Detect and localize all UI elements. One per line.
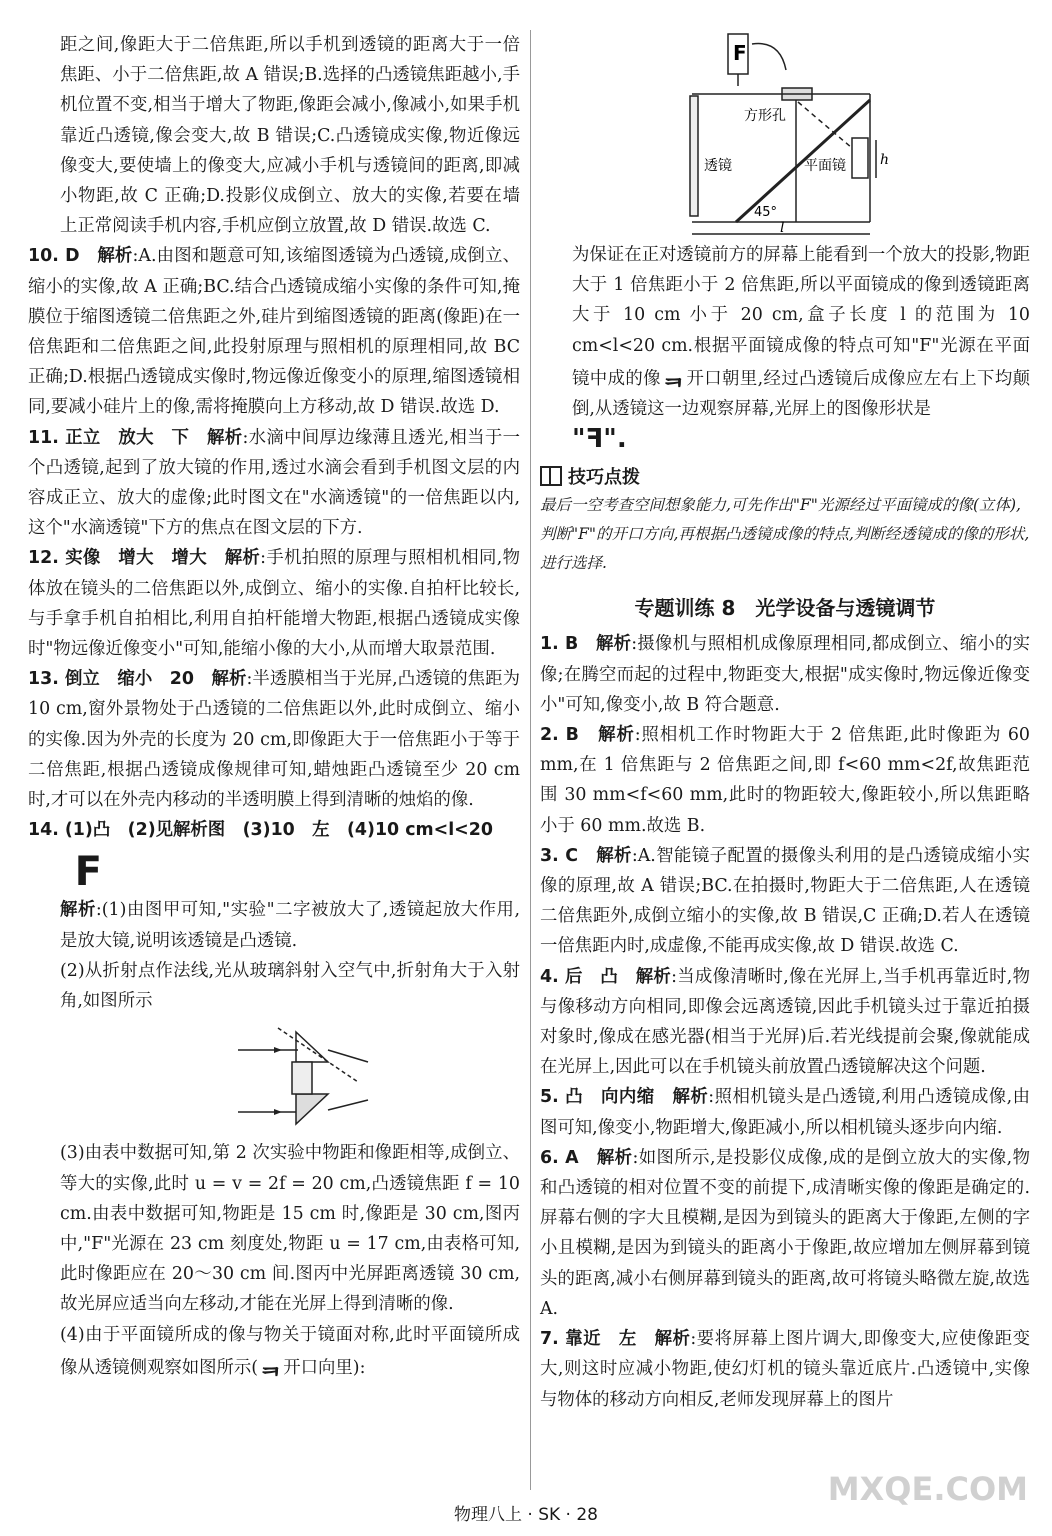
answer-11-text: :水滴中间厚边缘薄且透光,相当于一个凸透镜,起到了放大镜的作用,透过水滴会看到手机图文层的内容成正立、放大的虚像;此时图文在"水滴透镜"的一倍焦距以内,这个"水滴透镜"下方的焦点在图文层的下方. [28, 427, 520, 539]
answer-3 [540, 841, 1030, 962]
refracted-ray-top [328, 1050, 368, 1062]
answer-11-number: 11. 正立 放大 下 [28, 427, 190, 448]
answer-7-number: 7. 靠近 左 [540, 1329, 637, 1350]
analysis-label: 解析 [672, 1087, 709, 1108]
answer-5-text: :照相机镜头是凸透镜,利用凸透镜成像,由图可知,像变小,物距增大,像距减小,所以相机镜头逐步向内缩. [540, 1087, 1030, 1138]
answer-13-text: :半透膜相当于光屏,凸透镜的焦距为 10 cm,窗外景物处于凸透镜的二倍焦距以外,此时成倒立、缩小的实像.因为外壳的长度为 20 cm,即像距大于一倍焦距小于等于二倍焦距,根据凸透镜成像规律可知,蜡烛距凸透镜至少 20 cm 时,才可以在外壳内移动的半透明膜上得到清晰的烛焰的像. [28, 669, 520, 811]
analysis-label: 解析 [97, 246, 133, 267]
lens-label: 透镜 [704, 158, 732, 174]
answer-1 [540, 629, 1030, 720]
answer-12-text: :手机拍照的原理与照相机相同,物体放在镜头的二倍焦距以外,成倒立、缩小的实像.自拍杆比较长,与手拿手机自拍相比,利用自拍杆能增大物距,根据凸透镜成实像时"物远像近像变小"可知,能缩小像的大小,从而增大取景范围. [28, 548, 520, 660]
angle-label: 45° [754, 205, 778, 220]
tip-title: 技巧点拨 [568, 467, 640, 489]
refracted-ray-bottom [328, 1100, 368, 1110]
paragraph-q14-4-continued: 为保证在正对透镜前方的屏幕上能看到一个放大的投影,物距大于 1 倍焦距小于 2 倍焦距,所以平面镜成的像到透镜距离大于 10 cm 小于 20 cm,盒子长度 l 的范围为 10 cm<l<20 cm.根据平面镜成像的特点可知"F"光源在平面镜中成的像ᆿ开口朝里,经过凸透镜后成像应左右上下均颠倒,从透镜这一边观察屏幕,光屏上的图像形状是 "ꟻ". [572, 245, 1030, 455]
answer-10-number: 10. D [28, 246, 80, 267]
square-hole-label: 方形孔 [744, 108, 786, 124]
answer-2-text: :照相机工作时物距大于 2 倍焦距,此时像距为 60 mm,在 1 倍焦距与 2 倍焦距之间,即 f<60 mm<2f,故焦距范围 30 mm<f<60 mm,此时的物距较大,像距较小,所以焦距略小于 60 mm.故选 B. [540, 725, 1030, 836]
answer-4-number: 4. 后 凸 [540, 966, 619, 987]
section-title: 专题训练 8 光学设备与透镜调节 [634, 596, 936, 621]
f-image-glyph: ꟻ [74, 849, 102, 896]
answer-5-number: 5. 凸 向内缩 [540, 1087, 655, 1108]
f-image-box [852, 138, 868, 178]
analysis-label: 解析 [635, 966, 672, 987]
answer-11 [28, 423, 520, 544]
answer-10-text: :A.由图和题意可知,该缩图透镜为凸透镜,成倒立、缩小的实像,故 A 正确;BC.结合凸透镜成缩小实像的条件可知,掩膜位于缩图透镜二倍焦距之外,硅片到缩图透镜的距离(像距)在一倍焦距和二倍焦距之间,此投射原理与照相机的原理相同,故 BC 正确;D.根据凸透镜成实像时,物远像近像变小的原理,缩图透镜相同,要减小硅片上的像,需将掩膜向上方移动,故 D 错误.故选 D. [28, 246, 520, 418]
answer-3-number: 3. C [540, 845, 578, 866]
answer-3-text: :A.智能镜子配置的摄像头利用的是凸透镜成缩小实像的原理,故 A 错误;BC.在拍摄时,物距大于二倍焦距,人在透镜二倍焦距外,成倒立缩小的实像,故 B 错误,C 正确;D.若人在透镜一倍焦距内时,成虚像,不能再成实像,故 D 错误.故选 C. [540, 845, 1030, 957]
mirror-label: 平面镜 [804, 158, 846, 174]
answer-14 [28, 815, 520, 845]
analysis-label: 解析 [596, 845, 632, 866]
paragraph-q9-continued: 距之间,像距大于二倍焦距,所以手机到透镜的距离大于一倍焦距、小于二倍焦距,故 A 错误;B.选择的凸透镜焦距越小,手机位置不变,相当于增大了物距,像距会减小,像减小,如果手机靠近凸透镜,像会变大,故 B 错误;C.凸透镜成实像,物近像远像变大,要使墙上的像变大,应减小手机与透镜间的距离,即减小物距,故 C 正确;D.投影仪成倒立、放大的实像,若要在墙上正常阅读手机内容,手机应倒立放置,故 D 错误.故选 C. [60, 35, 520, 237]
answer-1-text: :摄像机与照相机成像原理相同,都成倒立、缩小的实像;在腾空而起的过程中,物距变大,根据"成实像时,物远像近像变小"可知,像变小,故 B 符合题意. [540, 634, 1030, 715]
answer-7 [540, 1324, 1030, 1415]
answer-13-number: 13. 倒立 缩小 20 [28, 669, 194, 690]
lens-body [292, 1062, 312, 1094]
answer-4-text: :当成像清晰时,像在光屏上,当手机再靠近时,物与像移动方向相同,即像会远离透镜,因此手机镜头过于靠近拍摄对象时,像成在感光器(相当于光屏)后.若光线提前会聚,像就能成在光屏上,因此可以在手机镜头前放置凸透镜解决这个问题. [540, 966, 1030, 1078]
answer-1-number: 1. B [540, 634, 579, 655]
answer-4 [540, 962, 1030, 1083]
mirror-image-glyph: ᆿ [660, 360, 687, 391]
analysis-label: 解析 [598, 725, 635, 746]
right-column [540, 30, 1030, 1415]
column-divider [530, 30, 531, 1490]
prism-top [296, 1032, 328, 1062]
analysis-label: 解析 [60, 900, 96, 921]
left-column [28, 30, 520, 1383]
page-footer: 物理八上 · SK · 28 [454, 1505, 598, 1525]
answer-13 [28, 664, 520, 815]
answer-14-analysis-2: (2)从折射点作法线,光从玻璃斜射入空气中,折射角大于入射角,如图所示 [60, 960, 520, 1012]
answer-2-number: 2. B [540, 725, 579, 746]
refraction-diagram [28, 1022, 520, 1132]
analysis-label: 解析 [596, 1147, 633, 1168]
answer-14-analysis-3: (3)由表中数据可知,第 2 次实验中物距和像距相等,成倒立、等大的实像,此时 u = v = 2f = 20 cm,凸透镜焦距 f = 10 cm.由表中数据可知,物距是 15 cm 时,像距是 30 cm,图丙中,"F"光源在 23 cm 刻度处,物距 u = 17 cm,由表格可知,此时像距应在 20～30 cm 间.图丙中光屏距离透镜 30 cm,故光屏应适当向左移动,才能在光屏上得到清晰的像. [60, 1143, 520, 1315]
answer-14-analysis-1: 解析:(1)由图甲可知,"实验"二字被放大了,透镜起放大作用,是放大镜,说明该透镜是凸透镜. [60, 900, 520, 951]
analysis-label: 解析 [211, 669, 247, 690]
tip-text: 最后一空考查空间想象能力,可先作出"F"光源经过平面镜成的像(立体),判断"F"的开口方向,再根据凸透镜成像的特点,判断经透镜成的像的形状,进行选择. [540, 496, 1030, 573]
analysis-label: 解析 [224, 548, 261, 569]
answer-5 [540, 1082, 1030, 1142]
rotation-arrow [752, 44, 786, 70]
book-icon [540, 466, 562, 486]
analysis-label: 解析 [654, 1329, 691, 1350]
f-label: F [733, 41, 747, 65]
answer-12-number: 12. 实像 增大 增大 [28, 548, 207, 569]
analysis-label: 解析 [596, 634, 632, 655]
watermark: MXQE.COM [827, 1470, 1028, 1508]
answer-14-number: 14. (1)凸 (2)见解析图 (3)10 左 (4)10 cm<l<20 [28, 820, 493, 841]
answer-12 [28, 543, 520, 664]
lens [690, 96, 698, 216]
projector-box-diagram [540, 30, 1030, 240]
answer-14-analysis-4: (4)由于平面镜所成的像与物关于镜面对称,此时平面镜所成像从透镜侧观察如图所示(ᆿ开口向里): [60, 1324, 520, 1380]
answer-2 [540, 720, 1030, 841]
prism-bottom [296, 1094, 328, 1124]
answer-6-number: 6. A [540, 1147, 579, 1168]
final-image-glyph: "ꟻ". [572, 424, 627, 455]
tip-heading [540, 463, 1030, 489]
analysis-label: 解析 [206, 427, 243, 448]
length-l-label: l [780, 220, 785, 236]
answer-10 [28, 241, 520, 422]
answer-7-text: :要将屏幕上图片调大,即像变大,应使像距变大,则这时应减小物距,使幻灯机的镜头靠近底片.凸透镜中,实像与物体的移动方向相反,老师发现屏幕上的图片 [540, 1329, 1030, 1410]
answer-6 [540, 1143, 1030, 1324]
height-h-label: h [880, 152, 890, 168]
mirror-image-glyph: ᆿ [258, 1349, 284, 1380]
answer-6-text: :如图所示,是投影仪成像,成的是倒立放大的实像,物和凸透镜的相对位置不变的前提下,成清晰实像的像距是确定的.屏幕右侧的字大且模糊,是因为到镜头的距离大于像距,左侧的字小且模糊,是因为到镜头的距离小于像距,故应增加左侧屏幕到镜头的距离,减小右侧屏幕到镜头的距离,故可将镜头略微左旋,故选 A. [540, 1147, 1030, 1319]
